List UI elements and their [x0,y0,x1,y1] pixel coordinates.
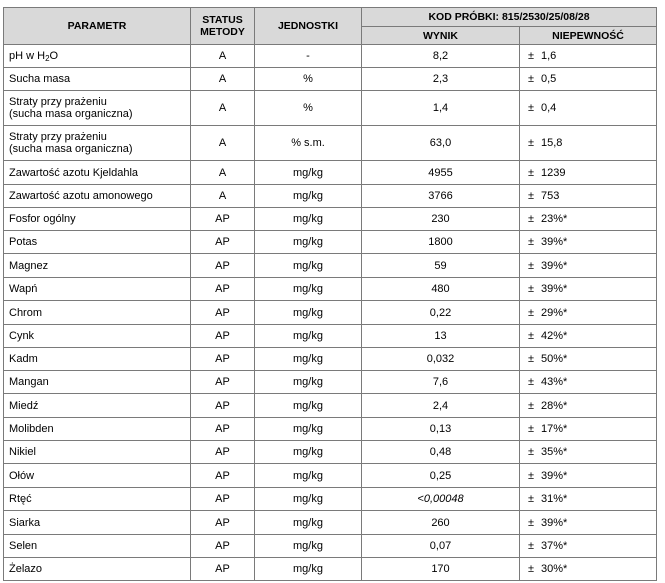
cell-jednostki: mg/kg [255,161,362,185]
plus-minus-sign: ± [528,376,535,388]
cell-niepewnosc [520,278,657,301]
cell-wynik: 63,0 [362,126,520,161]
cell-status-metody: AP [191,325,255,348]
cell-niepewnosc [520,254,657,278]
cell-niepewnosc [520,325,657,348]
parametr-text: Selen [9,540,38,552]
cell-parametr [4,91,191,126]
cell-status-metody: A [191,185,255,208]
niepewnosc-value: 17%* [541,423,568,435]
cell-jednostki: % [255,68,362,91]
niepewnosc-value: 1,6 [541,50,557,62]
table-row [4,278,657,301]
cell-status-metody: AP [191,254,255,278]
cell-wynik: 59 [362,254,520,278]
cell-niepewnosc [520,558,657,581]
niepewnosc-value: 39%* [541,516,568,529]
parametr-text: Nikiel [9,446,36,458]
cell-status-metody: AP [191,488,255,511]
cell-parametr [4,348,191,371]
plus-minus-sign: ± [528,190,535,202]
cell-wynik: 0,07 [362,535,520,558]
niepewnosc-value: 0,5 [541,73,557,85]
cell-niepewnosc [520,488,657,511]
parametr-text: Molibden [9,423,54,435]
cell-parametr [4,558,191,581]
cell-wynik: 13 [362,325,520,348]
plus-minus-sign: ± [528,446,535,458]
cell-parametr [4,394,191,418]
parametr-text-line2: (sucha masa organiczna) [9,143,133,155]
results-table-body [4,45,657,581]
cell-wynik: 0,48 [362,441,520,464]
plus-minus-sign: ± [528,330,535,342]
niepewnosc-value: 39%* [541,469,568,482]
parametr-text: Zawartość azotu amonowego [9,190,153,202]
header-kod-probki: KOD PRÓBKI: 815/2530/25/08/28 [362,8,657,27]
plus-minus-sign: ± [528,540,535,552]
cell-jednostki: mg/kg [255,394,362,418]
header-status-line1: STATUS [202,14,243,26]
cell-parametr [4,418,191,441]
parametr-text: pH w H [9,50,46,62]
cell-niepewnosc [520,418,657,441]
plus-minus-sign: ± [528,213,535,225]
niepewnosc-value: 28%* [541,399,568,412]
cell-parametr [4,441,191,464]
parametr-text: Cynk [9,330,35,342]
plus-minus-sign: ± [528,399,535,412]
niepewnosc-value: 50%* [541,353,568,365]
cell-niepewnosc [520,535,657,558]
header-jednostki: JEDNOSTKI [255,8,362,45]
cell-wynik: 2,4 [362,394,520,418]
cell-parametr [4,185,191,208]
cell-wynik: 1800 [362,231,520,254]
cell-wynik: 8,2 [362,45,520,68]
cell-jednostki: mg/kg [255,348,362,371]
cell-niepewnosc [520,464,657,488]
cell-niepewnosc [520,126,657,161]
table-row [4,441,657,464]
parametr-text: Wapń [9,283,38,295]
niepewnosc-value: 1239 [541,166,566,179]
table-row [4,208,657,231]
parametr-text: Fosfor ogólny [9,213,76,225]
parametr-text: Magnez [9,259,49,272]
table-row [4,488,657,511]
table-row [4,161,657,185]
parametr-text: Kadm [9,353,38,365]
plus-minus-sign: ± [528,306,535,319]
cell-niepewnosc [520,161,657,185]
parametr-text-tail: O [49,50,59,62]
cell-parametr [4,161,191,185]
parametr-text: Zawartość azotu Kjeldahla [9,166,139,179]
cell-niepewnosc [520,208,657,231]
plus-minus-sign: ± [528,423,535,435]
cell-niepewnosc [520,301,657,325]
table-row [4,254,657,278]
cell-niepewnosc [520,511,657,535]
cell-jednostki: mg/kg [255,535,362,558]
niepewnosc-value: 39%* [541,283,568,295]
niepewnosc-value: 15,8 [541,137,563,149]
cell-wynik: 170 [362,558,520,581]
cell-niepewnosc [520,371,657,394]
cell-status-metody: AP [191,208,255,231]
cell-status-metody: AP [191,558,255,581]
cell-jednostki: mg/kg [255,231,362,254]
table-row [4,301,657,325]
cell-status-metody: AP [191,535,255,558]
table-row [4,348,657,371]
cell-parametr [4,464,191,488]
plus-minus-sign: ± [528,353,535,365]
table-row [4,371,657,394]
table-row [4,45,657,68]
plus-minus-sign: ± [528,102,535,114]
plus-minus-sign: ± [528,516,535,529]
parametr-text: Miedź [9,399,39,412]
cell-niepewnosc [520,348,657,371]
cell-jednostki: mg/kg [255,441,362,464]
cell-wynik: 3766 [362,185,520,208]
cell-jednostki: mg/kg [255,488,362,511]
cell-jednostki: mg/kg [255,371,362,394]
cell-wynik: 0,13 [362,418,520,441]
header-status-metody [191,8,255,45]
cell-wynik: 480 [362,278,520,301]
cell-parametr [4,208,191,231]
cell-wynik: 7,6 [362,371,520,394]
cell-jednostki: mg/kg [255,301,362,325]
table-row [4,126,657,161]
cell-jednostki: mg/kg [255,464,362,488]
results-table-container [3,7,657,581]
table-row [4,394,657,418]
niepewnosc-value: 0,4 [541,102,557,114]
parametr-subscript: 2 [45,54,50,63]
cell-wynik: 260 [362,511,520,535]
niepewnosc-value: 39%* [541,259,568,272]
cell-status-metody: AP [191,278,255,301]
cell-niepewnosc [520,231,657,254]
niepewnosc-value: 37%* [541,540,568,552]
cell-jednostki: mg/kg [255,325,362,348]
cell-wynik: 1,4 [362,91,520,126]
cell-jednostki: % [255,91,362,126]
parametr-text: Chrom [9,306,43,319]
cell-niepewnosc [520,394,657,418]
cell-status-metody: A [191,45,255,68]
niepewnosc-value: 753 [541,190,560,202]
cell-niepewnosc [520,441,657,464]
table-row [4,558,657,581]
plus-minus-sign: ± [528,166,535,179]
cell-wynik: 0,25 [362,464,520,488]
cell-status-metody: AP [191,348,255,371]
table-row [4,418,657,441]
cell-jednostki: % s.m. [255,126,362,161]
cell-status-metody: AP [191,511,255,535]
parametr-text: Straty przy prażeniu [9,131,107,143]
cell-parametr [4,68,191,91]
plus-minus-sign: ± [528,236,535,248]
cell-parametr [4,254,191,278]
niepewnosc-value: 30%* [541,563,568,575]
results-table [3,7,657,581]
niepewnosc-value: 31%* [541,493,568,505]
niepewnosc-value: 35%* [541,446,568,458]
plus-minus-sign: ± [528,50,535,62]
cell-status-metody: A [191,161,255,185]
cell-niepewnosc [520,185,657,208]
plus-minus-sign: ± [528,137,535,149]
header-wynik: WYNIK [362,27,520,45]
cell-jednostki: mg/kg [255,511,362,535]
cell-wynik: 230 [362,208,520,231]
cell-status-metody: AP [191,231,255,254]
cell-jednostki: - [255,45,362,68]
cell-jednostki: mg/kg [255,418,362,441]
cell-status-metody: A [191,126,255,161]
parametr-text: Żelazo [9,563,43,575]
parametr-text: Rtęć [9,493,32,505]
niepewnosc-value: 23%* [541,213,568,225]
cell-parametr [4,45,191,68]
cell-wynik: 0,032 [362,348,520,371]
plus-minus-sign: ± [528,73,535,85]
cell-niepewnosc [520,68,657,91]
cell-status-metody: AP [191,418,255,441]
niepewnosc-value: 39%* [541,236,568,248]
plus-minus-sign: ± [528,493,535,505]
table-row [4,535,657,558]
cell-jednostki: mg/kg [255,254,362,278]
cell-parametr [4,301,191,325]
cell-wynik: 2,3 [362,68,520,91]
cell-parametr [4,231,191,254]
table-row [4,185,657,208]
parametr-text: Potas [9,236,38,248]
cell-status-metody: A [191,91,255,126]
cell-jednostki: mg/kg [255,278,362,301]
cell-status-metody: AP [191,441,255,464]
cell-jednostki: mg/kg [255,185,362,208]
cell-parametr [4,325,191,348]
plus-minus-sign: ± [528,283,535,295]
table-row [4,91,657,126]
table-row [4,325,657,348]
cell-parametr [4,488,191,511]
cell-wynik: <0,00048 [362,488,520,511]
parametr-text: Straty przy prażeniu [9,96,107,108]
niepewnosc-value: 43%* [541,376,568,388]
table-row [4,511,657,535]
cell-status-metody: AP [191,394,255,418]
table-row [4,464,657,488]
parametr-text-line2: (sucha masa organiczna) [9,108,133,120]
plus-minus-sign: ± [528,259,535,272]
plus-minus-sign: ± [528,469,535,482]
table-row [4,231,657,254]
parametr-text: Mangan [9,376,49,388]
cell-parametr [4,126,191,161]
cell-status-metody: AP [191,301,255,325]
niepewnosc-value: 29%* [541,306,568,319]
cell-niepewnosc [520,45,657,68]
cell-wynik: 4955 [362,161,520,185]
cell-parametr [4,371,191,394]
table-row [4,68,657,91]
cell-wynik: 0,22 [362,301,520,325]
cell-parametr [4,535,191,558]
cell-jednostki: mg/kg [255,558,362,581]
cell-jednostki: mg/kg [255,208,362,231]
parametr-text: Siarka [9,516,41,529]
cell-parametr [4,511,191,535]
cell-niepewnosc [520,91,657,126]
plus-minus-sign: ± [528,563,535,575]
cell-status-metody: A [191,68,255,91]
header-parametr: PARAMETR [4,8,191,45]
cell-status-metody: AP [191,371,255,394]
cell-parametr [4,278,191,301]
header-status-line2: METODY [200,26,245,38]
parametr-text: Sucha masa [9,73,71,85]
cell-status-metody: AP [191,464,255,488]
header-niepewnosc: NIEPEWNOŚĆ [520,27,657,45]
niepewnosc-value: 42%* [541,330,568,342]
parametr-text: Ołów [9,469,35,482]
